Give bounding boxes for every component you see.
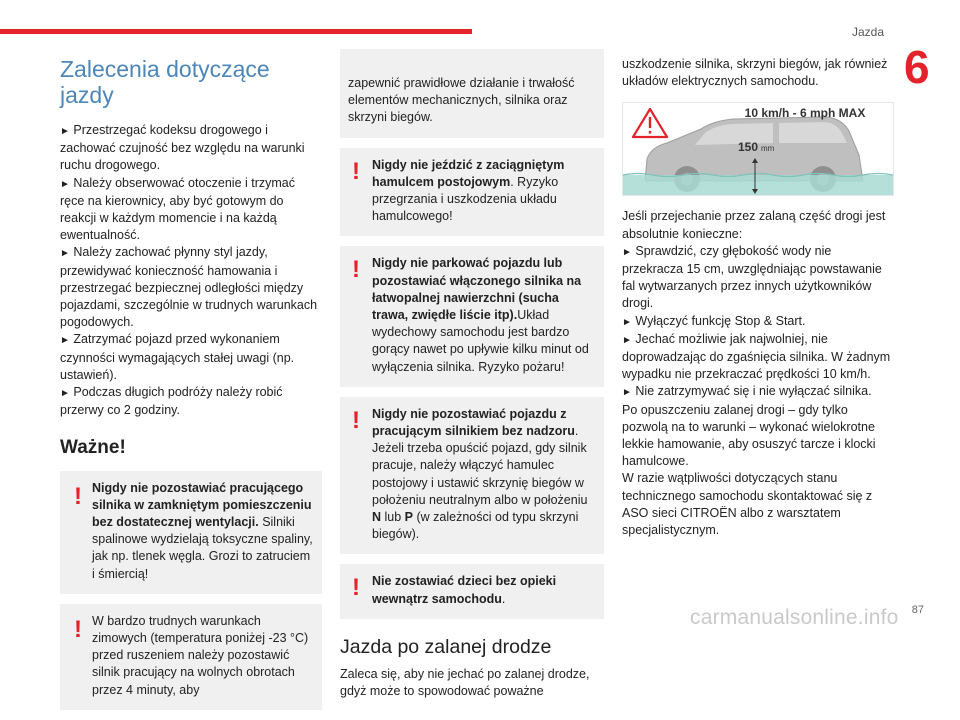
bullet-text: Jechać możliwie jak najwolniej, nie doprowadzając do zgaśnięcia silnika. W żadnym wypadku nie przekraczać prędkości 10 km/h.: [622, 331, 891, 382]
bullet-arrow-icon: ►: [622, 246, 632, 258]
warning-body: (w zależności od typu skrzyni biegów).: [372, 510, 579, 542]
heading-flooded-road: Jazda po zalanej drodze: [340, 635, 552, 658]
warning-body: .: [501, 591, 506, 606]
warning-body: zapewnić prawidłowe działanie i trwałość elementów mechanicznych, silnika oraz skrzyni biegów.: [348, 76, 575, 125]
bullet-arrow-icon: ►: [60, 178, 70, 190]
bullet-list-flooded: [622, 243, 892, 402]
flooded-road-text: Zaleca się, aby nie jechać po zalanej drodze, gdyż może to spowodować poważne: [340, 667, 590, 699]
speed-limit-label: 10 km/h - 6 mph MAX: [744, 106, 866, 121]
warning-text: [348, 157, 596, 226]
warning-box-ventilation: [60, 471, 322, 594]
warning-body: . Jeżeli trzeba opuścić pojazd, gdy silnik pracuje, należy włączyć hamulec postojowy i ustawić skrzynię biegów w położeniu neutralnym albo w położeniu: [372, 424, 588, 507]
warning-bold: Nigdy nie jeździć z zaciągniętym hamulcem postojowym: [372, 157, 565, 189]
warning-text: [348, 406, 596, 544]
bullet-arrow-icon: ►: [622, 387, 632, 399]
warning-text: [68, 480, 314, 583]
heading-driving-recommendations: Zalecenia dotyczące jazdy: [60, 56, 270, 108]
bullet-text: Wyłączyć funkcję Stop & Start.: [635, 313, 806, 328]
exclamation-icon: !: [352, 256, 360, 284]
flooded-road-illustration: [622, 102, 894, 196]
warning-box-continued: [340, 49, 604, 138]
exclamation-icon: !: [74, 615, 82, 643]
column-right: [622, 56, 892, 539]
warning-box-parking-brake: [340, 148, 604, 237]
warning-body: Układ wydechowy samochodu jest bardzo gorący nawet po upływie kilku minut od wyłączenia silnika. Ryzyko pożaru!: [372, 308, 589, 374]
warning-box-children: [340, 564, 604, 618]
gear-p: P: [404, 510, 414, 525]
warning-body: Silniki spalinowe wydzielają toksyczne spaliny, jak np. tlenek węgla. Grozi to zatruciem i śmiercią!: [92, 515, 313, 581]
warning-box-flammable: [340, 246, 604, 386]
exclamation-icon: !: [352, 406, 360, 434]
bullet-text: Należy zachować płynny styl jazdy, przewidywać konieczność hamowania i przestrzegać bezpiecznej odległości między pojazdami, szczególnie w trudnych warunkach pogodowych.: [60, 245, 318, 330]
flooded-intro: Jeśli przejechanie przez zalaną część drogi jest absolutnie konieczne:: [622, 209, 886, 241]
bullet-arrow-icon: ►: [60, 248, 70, 260]
exclamation-icon: !: [352, 574, 360, 602]
bullet-text: Sprawdzić, czy głębokość wody nie przekracza 15 cm, uwzględniając powstawanie fal wytwarzanych przez innych użytkowników drogi.: [622, 243, 882, 311]
page-number: 87: [911, 604, 924, 616]
exclamation-icon: !: [352, 157, 360, 185]
column-left: [60, 56, 322, 720]
warning-bold: Nigdy nie pozostawiać pracującego silnika w zamkniętym pomieszczeniu bez dostatecznej wentylacji.: [92, 480, 312, 530]
bullet-text: Należy obserwować otoczenie i trzymać ręce na kierownicy, aby być gotowym do reakcji w każdym momencie i na każdą ewentualność.: [60, 175, 296, 243]
bullet-arrow-icon: ►: [60, 126, 70, 137]
bullet-arrow-icon: ►: [622, 316, 632, 328]
heading-important: Ważne!: [60, 437, 126, 459]
depth-value: 150: [737, 140, 758, 155]
warning-text: [348, 255, 596, 375]
bullet-arrow-icon: ►: [60, 335, 70, 347]
water-area: [623, 175, 893, 195]
depth-unit: mm: [761, 144, 775, 154]
watermark: carmanualsonline.info: [690, 606, 899, 629]
warning-body: . Ryzyko przegrzania i uszkodzenia układu hamulcowego!: [372, 174, 559, 224]
warning-text: [348, 573, 596, 607]
header-accent-bar: [0, 29, 472, 34]
bullet-text: Podczas długich podróży należy robić przerwy co 2 godziny.: [60, 385, 283, 418]
after-flood-text: Po opuszczeniu zalanej drogi – gdy tylko pozwolą na to warunki – wykonać wielokrotne lekkie hamowanie, aby osuszyć tarcze i klocki hamulcowe.: [622, 402, 876, 469]
warning-bold: Nie zostawiać dzieci bez opieki wewnątrz samochodu: [372, 574, 557, 606]
bullet-list-driving: [60, 122, 322, 419]
car-in-water-graphic: [623, 103, 893, 195]
chapter-number: 6: [904, 41, 930, 93]
warning-body: lub: [381, 510, 405, 525]
bullet-arrow-icon: ►: [622, 334, 632, 346]
continued-text: uszkodzenie silnika, skrzyni biegów, jak również układów elektrycznych samochodu.: [622, 57, 888, 89]
bullet-text: Zatrzymać pojazd przed wykonaniem czynności wymagających stałej uwagi (np. ustawień).: [60, 332, 295, 382]
warning-box-unattended: [340, 397, 604, 555]
column-middle: [340, 49, 604, 700]
warning-triangle-icon: [633, 109, 667, 137]
bullet-text: Przestrzegać kodeksu drogowego i zachować czujność bez względu na warunki ruchu drogowego.: [60, 123, 305, 173]
section-title: Jazda: [851, 25, 884, 39]
warning-body: W bardzo trudnych warunkach zimowych (temperatura poniżej -23 °C) przed ruszeniem należy pozostawić silnik pracujący na wolnych obrotach przez 4 minuty, aby: [92, 613, 309, 697]
warning-bold: Nigdy nie parkować pojazdu lub pozostawiać włączonego silnika na łatwopalnej nawierzchni (sucha trawa, zwiędłe liście itp).: [372, 256, 582, 323]
exclamation-icon: !: [74, 482, 82, 510]
bullet-arrow-icon: ►: [60, 388, 70, 400]
warning-box-winter: [60, 604, 322, 710]
contact-service-text: W razie wątpliwości dotyczących stanu technicznego samochodu skontaktować się z ASO sieci CITROËN albo z warsztatem specjalistycznym.: [622, 471, 873, 538]
warning-bold: Nigdy nie pozostawiać pojazdu z pracującym silnikiem bez nadzoru: [372, 406, 575, 439]
gear-n: N: [372, 510, 382, 525]
bullet-text: Nie zatrzymywać się i nie wyłączać silnika.: [635, 384, 872, 399]
